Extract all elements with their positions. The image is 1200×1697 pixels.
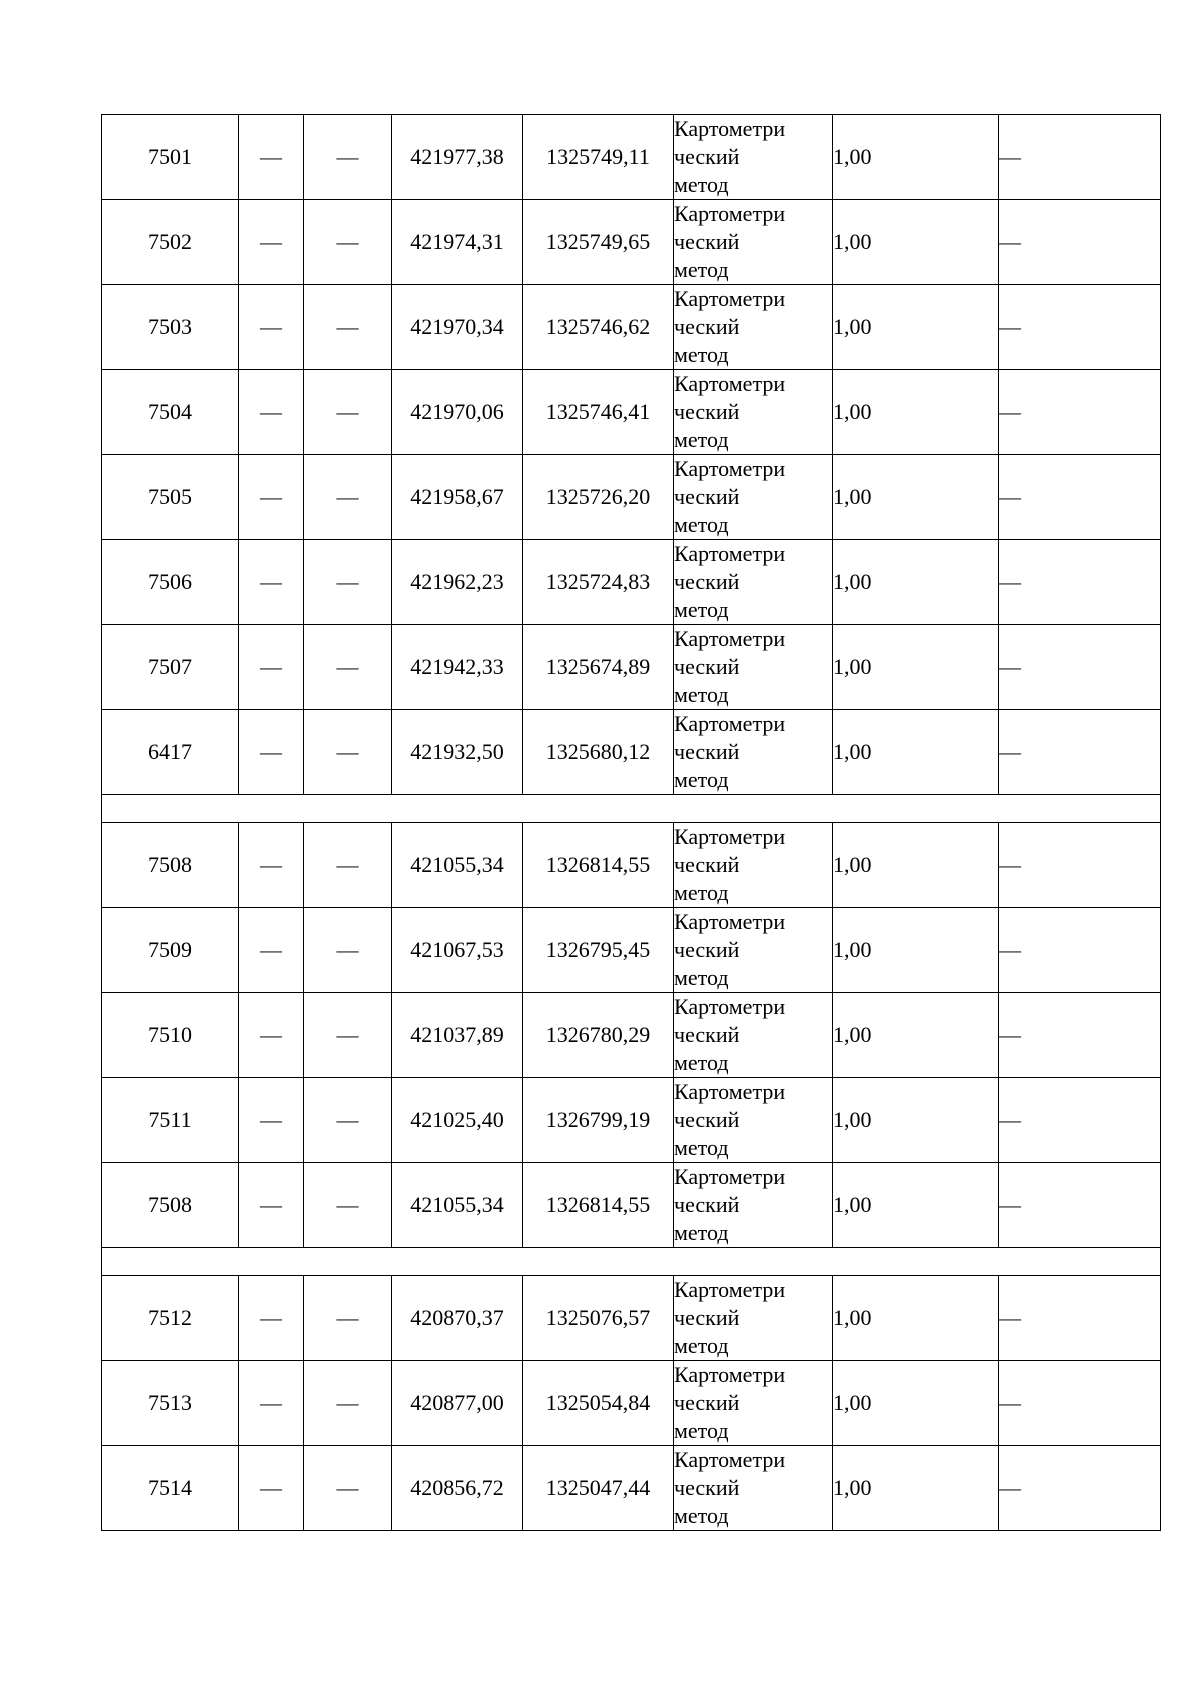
dash-cell: — xyxy=(999,1361,1161,1446)
method-text: Картометри ческий метод xyxy=(674,1447,786,1528)
dash-cell: — xyxy=(239,908,304,993)
dash-cell: — xyxy=(999,540,1161,625)
method-cell xyxy=(674,285,833,370)
table-row xyxy=(102,115,1161,200)
x-coordinate-cell: 421055,34 xyxy=(392,1163,523,1248)
point-number-cell: 7509 xyxy=(102,908,239,993)
method-text: Картометри ческий метод xyxy=(674,824,786,905)
dash-cell: — xyxy=(239,455,304,540)
dash-cell: — xyxy=(239,710,304,795)
dash-cell: — xyxy=(999,370,1161,455)
dash-cell: — xyxy=(239,285,304,370)
precision-cell: 1,00 xyxy=(833,1276,999,1361)
method-text: Картометри ческий метод xyxy=(674,541,786,622)
point-number-cell: 7508 xyxy=(102,1163,239,1248)
point-number-cell: 7505 xyxy=(102,455,239,540)
separator-cell xyxy=(102,1248,1161,1276)
dash-cell: — xyxy=(304,908,392,993)
dash-cell: — xyxy=(239,823,304,908)
y-coordinate-cell: 1325047,44 xyxy=(523,1446,674,1531)
y-coordinate-cell: 1325076,57 xyxy=(523,1276,674,1361)
precision-cell: 1,00 xyxy=(833,908,999,993)
dash-cell: — xyxy=(239,540,304,625)
method-cell xyxy=(674,1276,833,1361)
y-coordinate-cell: 1326780,29 xyxy=(523,993,674,1078)
y-coordinate-cell: 1325680,12 xyxy=(523,710,674,795)
table-row xyxy=(102,370,1161,455)
dash-cell: — xyxy=(999,1446,1161,1531)
dash-cell: — xyxy=(999,200,1161,285)
method-cell xyxy=(674,200,833,285)
dash-cell: — xyxy=(304,1078,392,1163)
precision-cell: 1,00 xyxy=(833,625,999,710)
y-coordinate-cell: 1325724,83 xyxy=(523,540,674,625)
table-row xyxy=(102,993,1161,1078)
point-number-cell: 7501 xyxy=(102,115,239,200)
precision-cell: 1,00 xyxy=(833,1446,999,1531)
method-text: Картометри ческий метод xyxy=(674,1164,786,1245)
method-cell xyxy=(674,908,833,993)
method-cell xyxy=(674,1361,833,1446)
x-coordinate-cell: 421970,06 xyxy=(392,370,523,455)
table-row xyxy=(102,455,1161,540)
method-cell xyxy=(674,823,833,908)
y-coordinate-cell: 1325726,20 xyxy=(523,455,674,540)
x-coordinate-cell: 421932,50 xyxy=(392,710,523,795)
dash-cell: — xyxy=(999,625,1161,710)
method-cell xyxy=(674,993,833,1078)
dash-cell: — xyxy=(999,455,1161,540)
y-coordinate-cell: 1325746,62 xyxy=(523,285,674,370)
method-text: Картометри ческий метод xyxy=(674,201,786,282)
x-coordinate-cell: 421055,34 xyxy=(392,823,523,908)
table-row xyxy=(102,1078,1161,1163)
precision-cell: 1,00 xyxy=(833,1361,999,1446)
x-coordinate-cell: 421977,38 xyxy=(392,115,523,200)
method-cell xyxy=(674,1078,833,1163)
dash-cell: — xyxy=(304,200,392,285)
method-text: Картометри ческий метод xyxy=(674,371,786,452)
y-coordinate-cell: 1326814,55 xyxy=(523,1163,674,1248)
table-body xyxy=(102,115,1161,1531)
table-row xyxy=(102,710,1161,795)
x-coordinate-cell: 421942,33 xyxy=(392,625,523,710)
method-text: Картометри ческий метод xyxy=(674,1362,786,1443)
point-number-cell: 7507 xyxy=(102,625,239,710)
method-cell xyxy=(674,625,833,710)
y-coordinate-cell: 1326799,19 xyxy=(523,1078,674,1163)
precision-cell: 1,00 xyxy=(833,540,999,625)
dash-cell: — xyxy=(304,370,392,455)
dash-cell: — xyxy=(304,993,392,1078)
x-coordinate-cell: 421037,89 xyxy=(392,993,523,1078)
dash-cell: — xyxy=(239,1276,304,1361)
precision-cell: 1,00 xyxy=(833,823,999,908)
method-text: Картометри ческий метод xyxy=(674,1277,786,1358)
dash-cell: — xyxy=(304,1163,392,1248)
dash-cell: — xyxy=(304,1276,392,1361)
dash-cell: — xyxy=(304,625,392,710)
x-coordinate-cell: 420870,37 xyxy=(392,1276,523,1361)
coordinates-table xyxy=(101,114,1161,1531)
method-text: Картометри ческий метод xyxy=(674,116,786,197)
point-number-cell: 7508 xyxy=(102,823,239,908)
table-row xyxy=(102,625,1161,710)
dash-cell: — xyxy=(239,1446,304,1531)
method-cell xyxy=(674,115,833,200)
x-coordinate-cell: 421974,31 xyxy=(392,200,523,285)
dash-cell: — xyxy=(304,455,392,540)
method-text: Картометри ческий метод xyxy=(674,626,786,707)
section-separator-row xyxy=(102,1248,1161,1276)
y-coordinate-cell: 1325054,84 xyxy=(523,1361,674,1446)
table-row xyxy=(102,1276,1161,1361)
method-cell xyxy=(674,1163,833,1248)
table-row xyxy=(102,1163,1161,1248)
separator-cell xyxy=(102,795,1161,823)
dash-cell: — xyxy=(239,1163,304,1248)
x-coordinate-cell: 421958,67 xyxy=(392,455,523,540)
precision-cell: 1,00 xyxy=(833,1078,999,1163)
dash-cell: — xyxy=(999,823,1161,908)
y-coordinate-cell: 1325749,65 xyxy=(523,200,674,285)
method-cell xyxy=(674,370,833,455)
point-number-cell: 7513 xyxy=(102,1361,239,1446)
precision-cell: 1,00 xyxy=(833,200,999,285)
dash-cell: — xyxy=(239,1361,304,1446)
dash-cell: — xyxy=(999,993,1161,1078)
dash-cell: — xyxy=(239,1078,304,1163)
method-cell xyxy=(674,455,833,540)
dash-cell: — xyxy=(999,1163,1161,1248)
point-number-cell: 7504 xyxy=(102,370,239,455)
dash-cell: — xyxy=(304,1446,392,1531)
method-cell xyxy=(674,540,833,625)
dash-cell: — xyxy=(239,200,304,285)
point-number-cell: 7512 xyxy=(102,1276,239,1361)
dash-cell: — xyxy=(999,1078,1161,1163)
table-row xyxy=(102,540,1161,625)
section-separator-row xyxy=(102,795,1161,823)
dash-cell: — xyxy=(999,710,1161,795)
table-row xyxy=(102,1361,1161,1446)
point-number-cell: 6417 xyxy=(102,710,239,795)
dash-cell: — xyxy=(239,993,304,1078)
y-coordinate-cell: 1325674,89 xyxy=(523,625,674,710)
dash-cell: — xyxy=(304,823,392,908)
method-text: Картометри ческий метод xyxy=(674,994,786,1075)
dash-cell: — xyxy=(304,285,392,370)
table-row xyxy=(102,285,1161,370)
precision-cell: 1,00 xyxy=(833,710,999,795)
x-coordinate-cell: 421067,53 xyxy=(392,908,523,993)
point-number-cell: 7502 xyxy=(102,200,239,285)
dash-cell: — xyxy=(304,115,392,200)
dash-cell: — xyxy=(999,115,1161,200)
x-coordinate-cell: 420877,00 xyxy=(392,1361,523,1446)
point-number-cell: 7510 xyxy=(102,993,239,1078)
table-row xyxy=(102,1446,1161,1531)
x-coordinate-cell: 421970,34 xyxy=(392,285,523,370)
dash-cell: — xyxy=(239,115,304,200)
precision-cell: 1,00 xyxy=(833,285,999,370)
x-coordinate-cell: 421962,23 xyxy=(392,540,523,625)
dash-cell: — xyxy=(239,370,304,455)
y-coordinate-cell: 1325746,41 xyxy=(523,370,674,455)
y-coordinate-cell: 1326795,45 xyxy=(523,908,674,993)
table-row xyxy=(102,823,1161,908)
point-number-cell: 7503 xyxy=(102,285,239,370)
y-coordinate-cell: 1325749,11 xyxy=(523,115,674,200)
method-text: Картометри ческий метод xyxy=(674,456,786,537)
x-coordinate-cell: 421025,40 xyxy=(392,1078,523,1163)
point-number-cell: 7506 xyxy=(102,540,239,625)
precision-cell: 1,00 xyxy=(833,370,999,455)
y-coordinate-cell: 1326814,55 xyxy=(523,823,674,908)
method-text: Картометри ческий метод xyxy=(674,1079,786,1160)
dash-cell: — xyxy=(304,540,392,625)
x-coordinate-cell: 420856,72 xyxy=(392,1446,523,1531)
dash-cell: — xyxy=(239,625,304,710)
dash-cell: — xyxy=(304,1361,392,1446)
precision-cell: 1,00 xyxy=(833,993,999,1078)
dash-cell: — xyxy=(304,710,392,795)
point-number-cell: 7514 xyxy=(102,1446,239,1531)
method-cell xyxy=(674,1446,833,1531)
point-number-cell: 7511 xyxy=(102,1078,239,1163)
table-row xyxy=(102,200,1161,285)
table-row xyxy=(102,908,1161,993)
method-text: Картометри ческий метод xyxy=(674,909,786,990)
dash-cell: — xyxy=(999,908,1161,993)
method-text: Картометри ческий метод xyxy=(674,286,786,367)
dash-cell: — xyxy=(999,285,1161,370)
precision-cell: 1,00 xyxy=(833,455,999,540)
method-text: Картометри ческий метод xyxy=(674,711,786,792)
method-cell xyxy=(674,710,833,795)
precision-cell: 1,00 xyxy=(833,115,999,200)
precision-cell: 1,00 xyxy=(833,1163,999,1248)
dash-cell: — xyxy=(999,1276,1161,1361)
